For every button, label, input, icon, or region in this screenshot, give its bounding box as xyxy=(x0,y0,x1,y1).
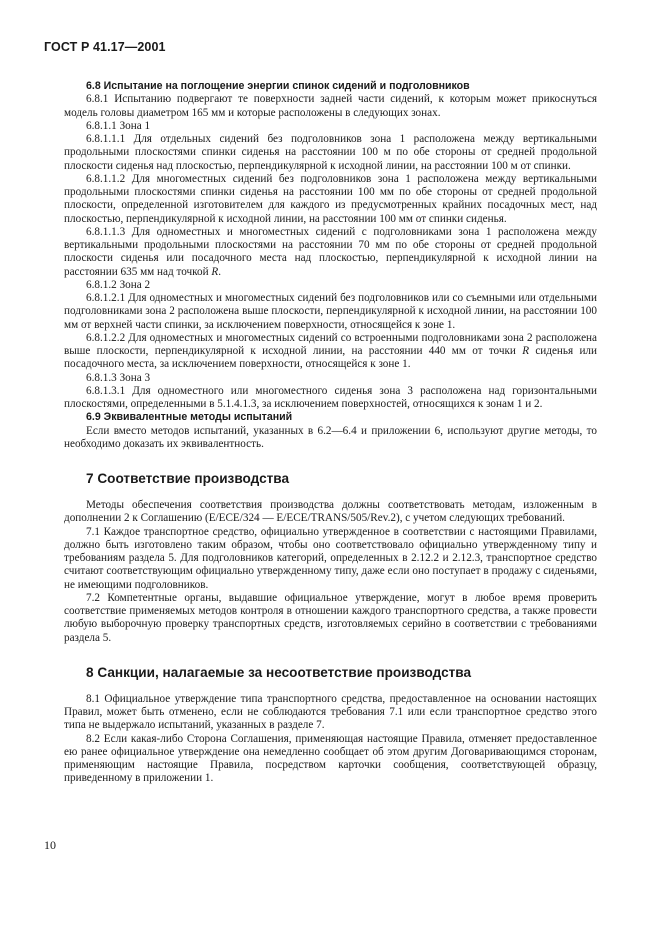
section-8-heading: 8 Санкции, налагаемые за несоответствие производства xyxy=(86,664,472,680)
paragraph-6-8-1-1-1: 6.8.1.1.1 Для отдельных сидений без подголовников зона 1 расположена между вертикальными продольными плоскостями спинки сиденья на расстоянии 100 м по обе стороны от средней продольной плоскости сиденья над плоскостью, перпендикулярной к исходной линии, на расстоянии 100 м от спинки. xyxy=(64,133,597,172)
paragraph-6-8-1-2-2: 6.8.1.2.2 Для одноместных и многоместных сидений со встроенными подголовниками зона 2 расположена выше плоскости, перпендикулярной к исходной линии, на расстоянии 440 мм от точки R сиденья или посадочного места, за исключением поверхности, относящейся к зоне 1. xyxy=(64,331,597,371)
paragraph-6-8-1-2: 6.8.1.2 Зона 2 xyxy=(86,278,151,291)
paragraph-6-8-1-1: 6.8.1.1 Зона 1 xyxy=(86,119,151,132)
paragraph-6-8-1-2-1: 6.8.1.2.1 Для одноместных и многоместных сидений без подголовников или со съемными или отдельными подголовниками зона 2 расположена выше плоскости, перпендикулярной к исходной линии, на расстоянии 100 мм от верхней части спинки, за исключением поверхности, относящейся к зоне 1. xyxy=(64,292,597,331)
document-body xyxy=(64,80,597,786)
section-7-heading: 7 Соответствие производства xyxy=(86,471,290,486)
paragraph-6-8-1-3: 6.8.1.3 Зона 3 xyxy=(86,371,151,384)
paragraph-6-8-1-3-1: 6.8.1.3.1 Для одноместного или многоместного сиденья зона 3 расположена над горизонтальными плоскостями, определенными в 5.1.4.1.3, за исключением поверхностей, относящихся к зонам 1 и 2. xyxy=(64,384,597,410)
paragraph-6-8-1-1-3: 6.8.1.1.3 Для одноместных и многоместных сидений с подголовниками зона 1 расположена между вертикальными продольными плоскостями на расстоянии 70 мм по обе стороны от средней продольной плоскости сиденья или посадочного места над плоскостью, перпендикулярной к исходной линии на расстоянии 635 мм над точкой R. xyxy=(64,225,597,278)
paragraph-8-1: 8.1 Официальное утверждение типа транспортного средства, предоставленное на основании настоящих Правил, может быть отменено, если не соблюдаются требования 7.1 или если транспортное средство этого типа не выдержало испытаний, указанных в разделе 7. xyxy=(64,692,597,732)
section-6-9-heading: 6.9 Эквивалентные методы испытаний xyxy=(86,411,293,424)
paragraph-7-2: 7.2 Компетентные органы, выдавшие официальное утверждение, могут в любое время проверить соответствие применяемых методов контроля в отношении каждого транспортного средства, а также провести любую выборочную проверку транспортных средств, изготовляемых серийно в соответствии с требованиями раздела 5. xyxy=(64,591,597,644)
paragraph-6-8-1-1-2: 6.8.1.1.2 Для многоместных сидений без подголовников зона 1 расположена между вертикальными продольными плоскостями спинки сиденья на расстоянии 100 мм по обе стороны от средней продольной плоскости, определенной изготовителем для каждого из предусмотренных крайних посадочных мест, над плоскостью, перпендикулярной к исходной линии, на расстоянии 100 мм от спинки сиденья. xyxy=(64,172,597,225)
section-6-8-heading: 6.8 Испытание на поглощение энергии спинок сидений и подголовников xyxy=(86,80,470,92)
document-header: ГОСТ Р 41.17—2001 xyxy=(44,40,166,54)
paragraph-8-2: 8.2 Если какая-либо Сторона Соглашения, применяющая настоящие Правила, отменяет предоставленное ею ранее официальное утверждение она немедленно сообщает об этом другим Договаривающимся сторонам, применяющим настоящие Правила, посредством карточки сообщения, соответствующей образцу, приведенному в приложении 1. xyxy=(64,732,597,785)
paragraph-7-intro: Методы обеспечения соответствия производства должны соответствовать методам, изложенным в дополнении 2 к Соглашению (E/ECE/324 — E/ECE/TRANS/505/Rev.2), с учетом следующих требований. xyxy=(64,499,597,525)
paragraph-6-8-1: 6.8.1 Испытанию подвергают те поверхности задней части сидений, к которым может прикоснуться модель головы диаметром 165 мм и которые расположены в следующих зонах. xyxy=(64,93,597,119)
paragraph-7-1: 7.1 Каждое транспортное средство, официально утвержденное в соответствии с настоящими Правилами, должно быть изготовлено таким образом, чтобы оно соответствовало официально утвержденному типу и требованиям раздела 5. Для подголовников категорий, определенных в 2.12.2 и 2.12.3, транспортное средство считают соответствующим официально утвержденному типу, даже если оно поступает в продажу с сиденьями, не имеющими подголовников. xyxy=(64,525,597,591)
paragraph-6-9: Если вместо методов испытаний, указанных в 6.2—6.4 и приложении 6, используют другие методы, то необходимо доказать их эквивалентность. xyxy=(64,424,597,450)
page-number: 10 xyxy=(44,838,56,852)
